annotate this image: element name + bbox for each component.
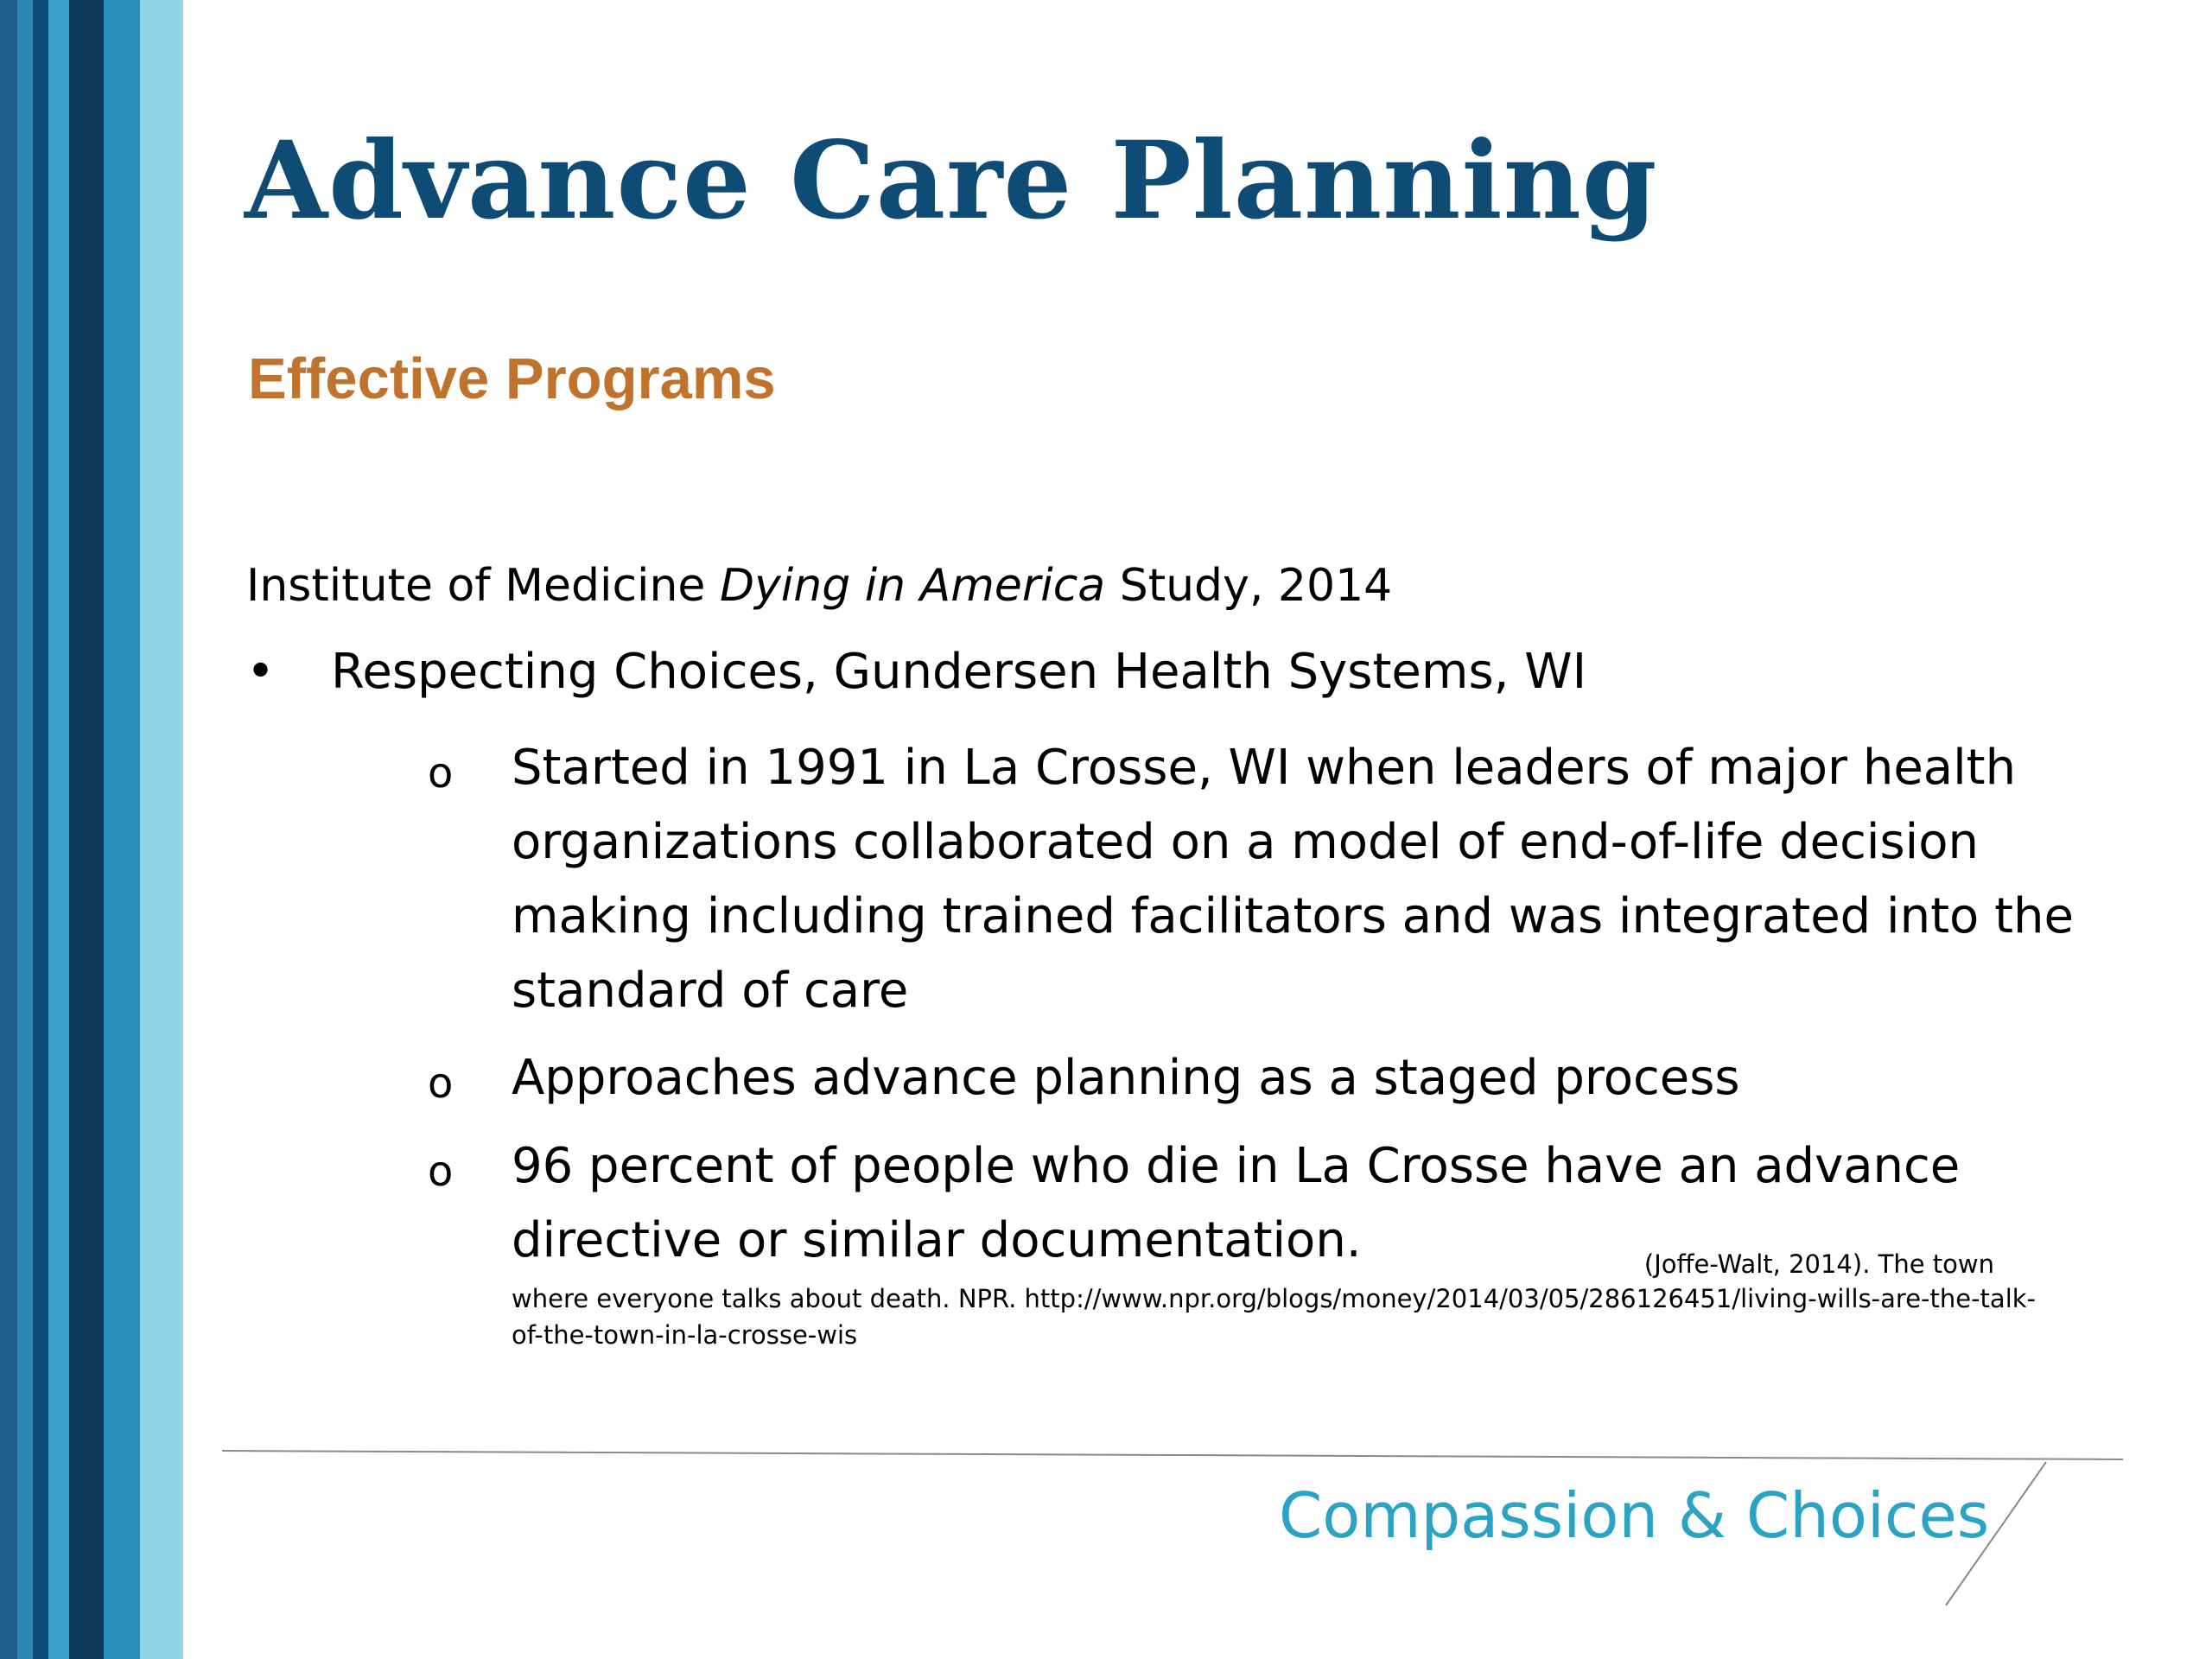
citation-lead: (Joffe-Walt, 2014). The town <box>1643 1249 1994 1279</box>
sub-list-text: Approaches advance planning as a staged process <box>512 1050 1740 1106</box>
source-line <box>246 560 1393 612</box>
sub-list-text: 96 percent of people who die in La Crosse have an advance directive or similar documentation. <box>512 1138 1961 1268</box>
bullet-text: Respecting Choices, Gundersen Health Systems, WI <box>331 644 1587 700</box>
citation <box>512 1249 2050 1353</box>
source-suffix: Study, 2014 <box>1105 560 1393 612</box>
footer-divider <box>222 1447 2123 1465</box>
circle-bullet-icon: o <box>428 749 454 798</box>
citation-text: where everyone talks about death. NPR. http://www.npr.org/blogs/money/2014/03/05/286126451/living-wills-are-the-talk-of-the-town-in-la-crosse-wis <box>512 1284 2037 1350</box>
bullet-icon: • <box>246 644 276 700</box>
circle-bullet-icon: o <box>428 1147 454 1196</box>
sub-list-text: Started in 1991 in La Crosse, WI when leaders of major health organizations collaborated on a model of end-of-life decision making including trained facilitators and was integrated into the standard of care <box>512 740 2074 1019</box>
slide-title: Advance Care Planning <box>245 118 1658 244</box>
logo-slash-icon <box>1944 1460 2048 1607</box>
source-italic-title: Dying in America <box>719 560 1106 612</box>
slide-subtitle: Effective Programs <box>248 346 776 411</box>
source-prefix: Institute of Medicine <box>246 560 720 612</box>
brand-logo: Compassion & Choices <box>1279 1479 1990 1552</box>
circle-bullet-icon: o <box>428 1059 454 1108</box>
decorative-stripe-band <box>0 0 183 1659</box>
